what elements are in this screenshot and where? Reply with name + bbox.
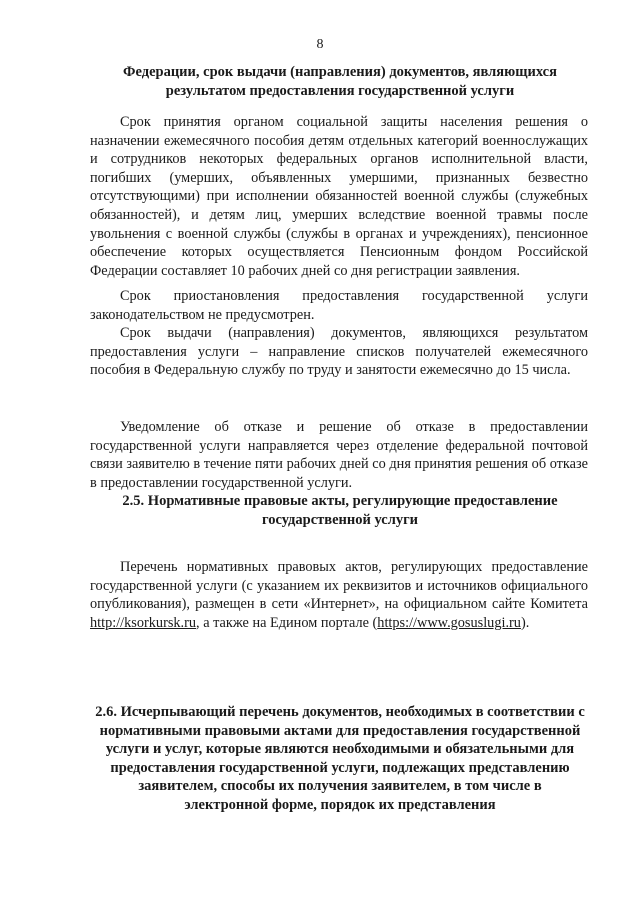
legal-acts-text-middle: , а также на Едином портале ( — [196, 614, 378, 631]
paragraph-suspension-term: Срок приостановления предоставления государственной услуги законодательством не предусмотрен. — [90, 288, 588, 323]
paragraph-refusal-notice: Уведомление об отказе и решение об отказе в предоставлении государственной услуги направляется через отделение федеральной почтовой связи заявителю в течение пяти рабочих дней со дня принятия решения об отказе в предоставлении государственной услуги. — [90, 419, 588, 491]
section-heading-2-6: 2.6. Исчерпывающий перечень документов, необходимых в соответствии с нормативными правовыми актами для предоставления государственной услуги и услуг, которые являются необходимыми и обязательными для предоставления государственной услуги, подлежащих представлению заявителем, способы их получения заявителем, в том числе в электронной форме, порядок их представления — [95, 704, 585, 813]
gosuslugi-portal-link[interactable]: https://www.gosuslugi.ru — [377, 614, 521, 631]
paragraph-decision-term: Срок принятия органом социальной защиты населения решения о назначении ежемесячного пособия детям отдельных категорий военнослужащих и сотрудников некоторых федеральных органов исполнительной власти, погибших (умерших, объявленных умершими, признанных безвестно отсутствующими) при исполнении обязанностей военной службы (служебных обязанностей), и детям лиц, умерших вследствие военной травмы после увольнения с военной службы (службы в органах и учреждениях), пенсионное обеспечение которых осуществляется Пенсионным фондом Российской Федерации составляет 10 рабочих дней со дня регистрации заявления. — [90, 114, 588, 279]
page-number: 8 — [316, 37, 324, 52]
committee-site-link[interactable]: http://ksorkursk.ru — [90, 614, 197, 631]
legal-acts-text-end: ). — [520, 614, 530, 631]
legal-acts-text: Перечень нормативных правовых актов, регулирующих предоставление государственной услуги (с указанием их реквизитов и источников официального опубликования), размещен в сети «Интернет», на официальном сайте Комитета — [90, 559, 588, 613]
paragraph-issue-term: Срок выдачи (направления) документов, являющихся результатом предоставления услуги – направление списков получателей ежемесячного пособия в Федеральную службу по труду и занятости ежемесячно до 15 числа. — [90, 325, 588, 379]
paragraph-legal-acts — [90, 558, 588, 632]
section-heading-2-5: 2.5. Нормативные правовые акты, регулирующие предоставление государственной услуги — [122, 493, 558, 528]
section-heading-continued: Федерации, срок выдачи (направления) документов, являющихся результатом предоставления государственной услуги — [123, 64, 557, 99]
